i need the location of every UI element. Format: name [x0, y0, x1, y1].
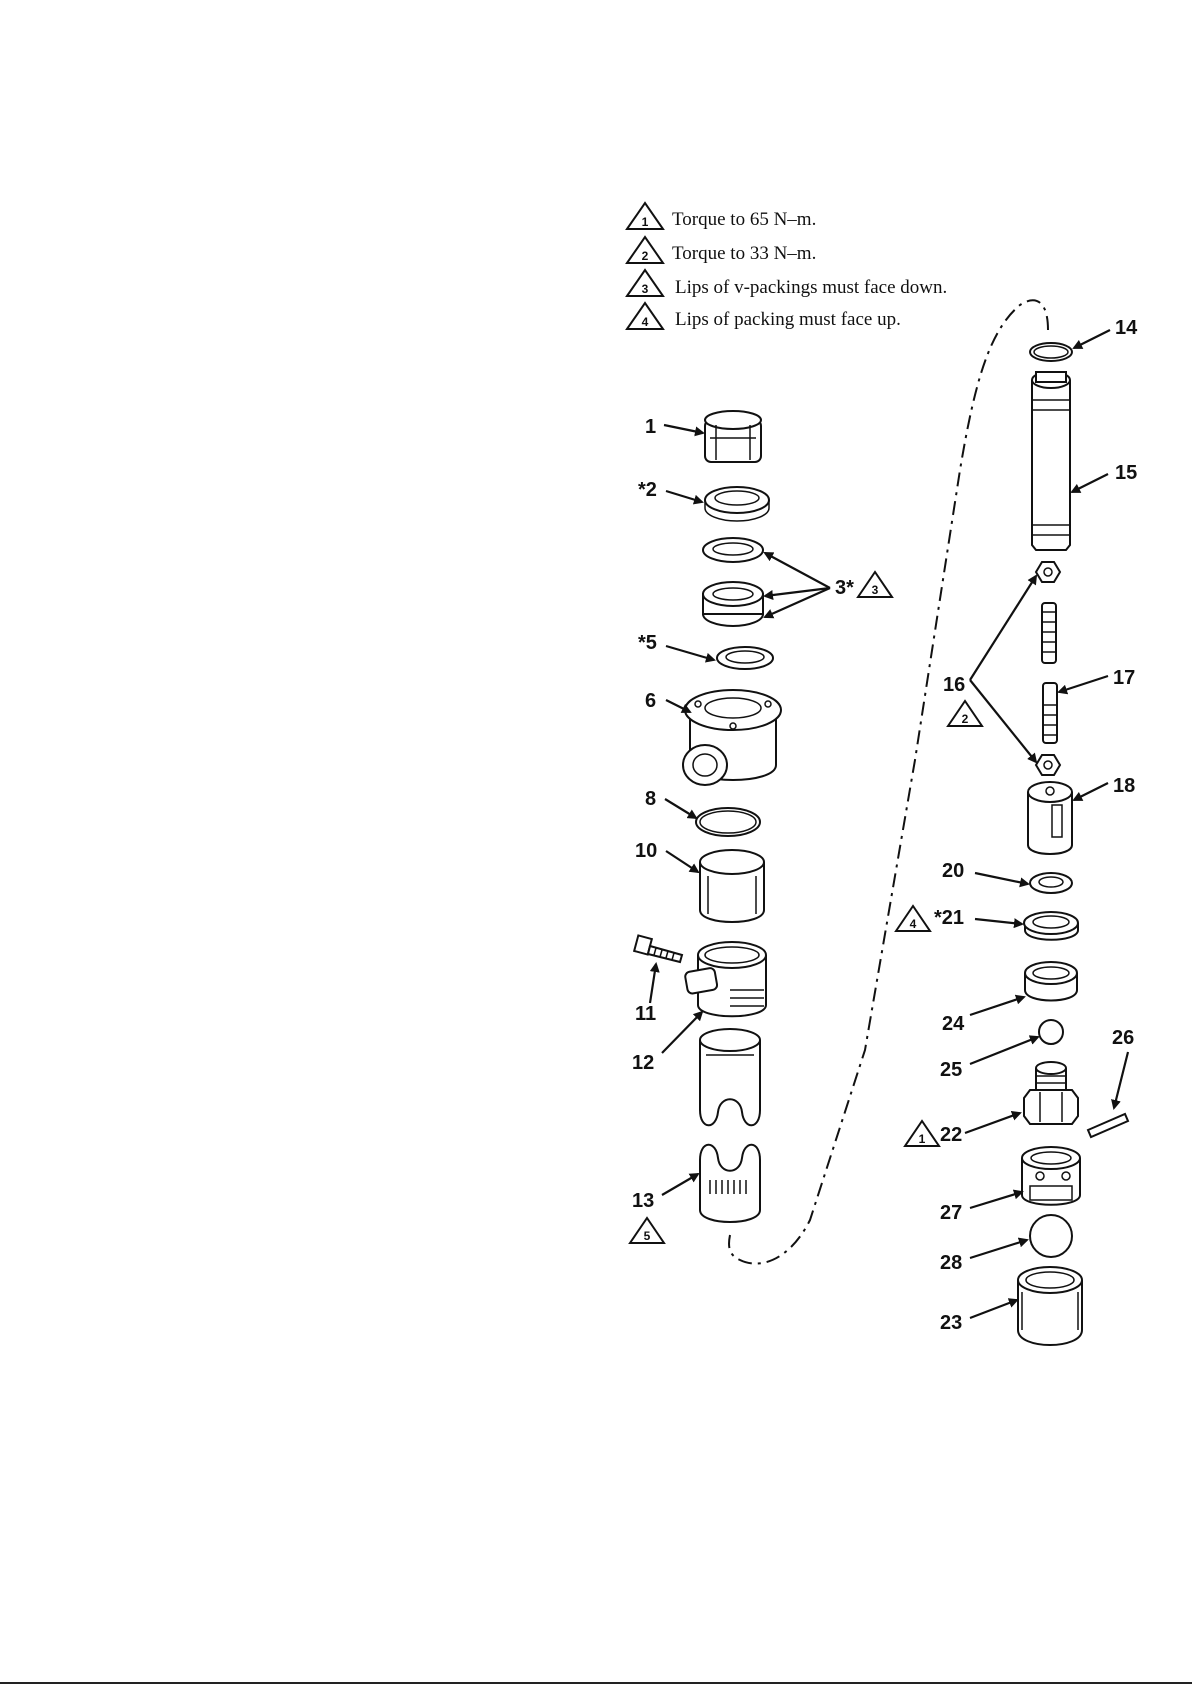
- legend-item-1: [627, 203, 816, 230]
- part-27-valve-cage: [1022, 1147, 1080, 1205]
- flag-5: [630, 1218, 664, 1243]
- svg-text:5: 5: [643, 1229, 651, 1243]
- callout-27: 27: [940, 1202, 963, 1224]
- callout-17: 17: [1113, 667, 1136, 689]
- callout-18: 18: [1113, 775, 1136, 797]
- callout-24: 24: [942, 1013, 965, 1035]
- callout-2: *2: [638, 479, 657, 501]
- callout-1: 1: [645, 416, 657, 438]
- callout-28: 28: [940, 1252, 963, 1274]
- flag-2: [948, 701, 982, 726]
- legend-number: 3: [641, 282, 649, 296]
- callout-15: 15: [1115, 462, 1138, 484]
- part-5-packing-ring: [717, 647, 773, 669]
- flag-1: [905, 1121, 939, 1146]
- part-24-seat: [1025, 962, 1077, 1001]
- callout-12: 12: [632, 1052, 655, 1074]
- part-18-plunger: [1028, 782, 1072, 854]
- callout-3: 3*: [835, 577, 854, 599]
- part-21-packing: [1024, 912, 1078, 940]
- legend-text: Lips of v-packings must face down.: [675, 277, 948, 298]
- part-8-o-ring: [696, 808, 760, 836]
- part-12-clamp: [684, 942, 766, 1016]
- callout-6: 6: [645, 690, 657, 712]
- legend-text: Lips of packing must face up.: [675, 309, 901, 330]
- part-11-screw: [634, 935, 682, 962]
- part-15-pump-tube: [1032, 372, 1070, 550]
- callout-26: 26: [1112, 1027, 1135, 1049]
- part-23-bottom-cap: [1018, 1267, 1082, 1345]
- callout-16: 16: [943, 674, 966, 696]
- callout-21: *21: [934, 907, 965, 929]
- part-1-cap: [705, 411, 761, 462]
- legend-item-3: [627, 270, 947, 298]
- part-13-pump-barrel: [700, 1029, 760, 1222]
- svg-text:1: 1: [918, 1132, 926, 1146]
- callout-23: 23: [940, 1312, 963, 1334]
- callout-10: 10: [635, 840, 658, 862]
- part-14-o-ring: [1030, 343, 1072, 361]
- part-22-valve-body: [1024, 1062, 1078, 1124]
- legend-item-2: [627, 237, 816, 264]
- callout-8: 8: [645, 788, 657, 810]
- legend-item-4: [627, 303, 901, 330]
- callout-14: 14: [1115, 317, 1138, 339]
- part-10-sleeve: [700, 850, 764, 922]
- flag-4: [896, 906, 930, 931]
- legend: [627, 203, 947, 330]
- legend-text: Torque to 33 N–m.: [672, 243, 817, 264]
- callout-5: *5: [638, 632, 657, 654]
- part-17-connecting-rod: [1043, 683, 1057, 743]
- callout-22: 22: [940, 1124, 963, 1146]
- part-28-ball: [1030, 1215, 1072, 1257]
- part-25-ball: [1039, 1020, 1063, 1044]
- legend-number: 1: [641, 215, 649, 229]
- part-26-pin: [1088, 1114, 1128, 1137]
- part-3-v-packings: [703, 538, 763, 626]
- part-20-washer: [1030, 873, 1072, 893]
- flag-3: [858, 572, 892, 597]
- legend-text: Torque to 65 N–m.: [672, 209, 817, 230]
- svg-text:3: 3: [871, 583, 879, 597]
- svg-text:2: 2: [961, 712, 969, 726]
- part-6-housing: [683, 690, 781, 785]
- svg-text:4: 4: [909, 917, 917, 931]
- callout-20: 20: [942, 860, 965, 882]
- legend-number: 4: [641, 315, 649, 329]
- part-2-packing-ring: [705, 487, 769, 521]
- legend-number: 2: [641, 249, 649, 263]
- page-bottom-rule: [0, 1682, 1192, 1684]
- callout-13: 13: [632, 1190, 655, 1212]
- callout-25: 25: [940, 1059, 963, 1081]
- callout-11: 11: [635, 1003, 657, 1025]
